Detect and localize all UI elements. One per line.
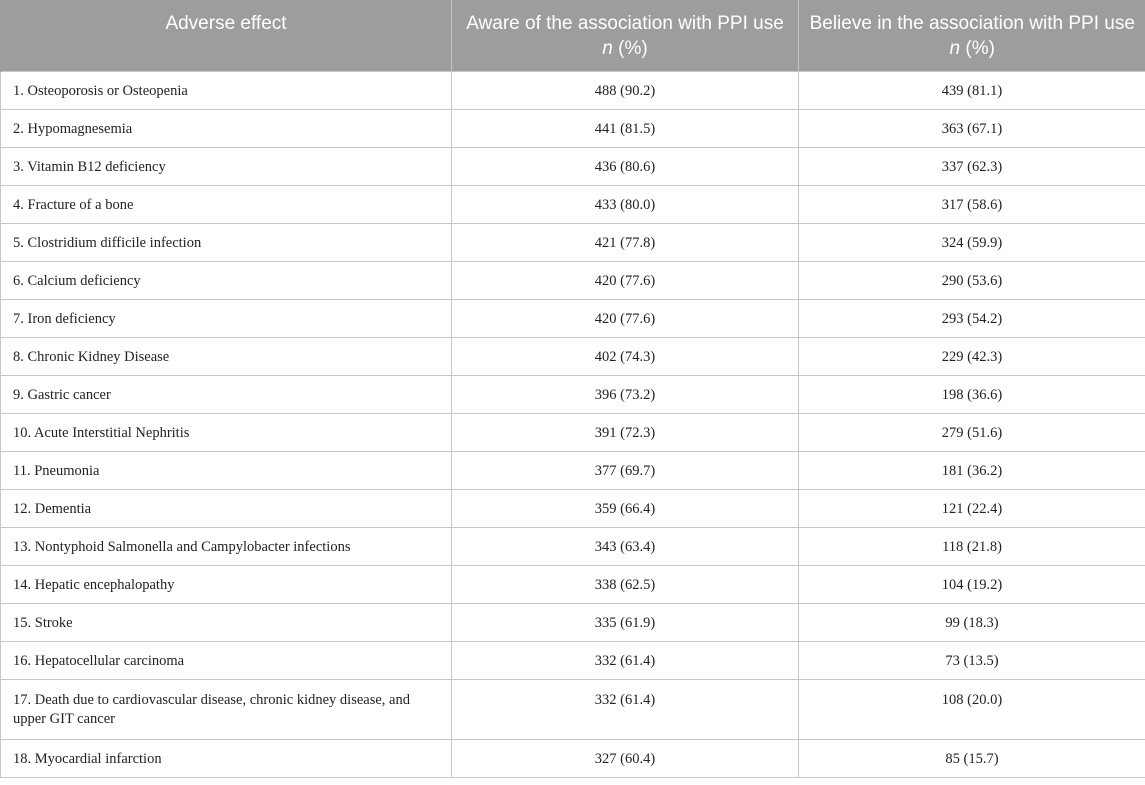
- cell-aware: 433 (80.0): [452, 185, 799, 223]
- table-row: [1, 375, 1145, 413]
- cell-adverse-effect: 17. Death due to cardiovascular disease, chronic kidney disease, and upper GIT cancer: [1, 679, 452, 739]
- table-row: [1, 527, 1145, 565]
- header-aware: [452, 0, 799, 71]
- cell-believe: 99 (18.3): [799, 603, 1145, 641]
- cell-adverse-effect: 11. Pneumonia: [1, 451, 452, 489]
- cell-adverse-effect: 4. Fracture of a bone: [1, 185, 452, 223]
- cell-believe: 198 (36.6): [799, 375, 1145, 413]
- cell-believe: 290 (53.6): [799, 261, 1145, 299]
- cell-adverse-effect: 12. Dementia: [1, 489, 452, 527]
- cell-believe: 121 (22.4): [799, 489, 1145, 527]
- cell-aware: 359 (66.4): [452, 489, 799, 527]
- header-text: Adverse effect: [165, 13, 287, 34]
- cell-aware: 420 (77.6): [452, 261, 799, 299]
- cell-believe: 279 (51.6): [799, 413, 1145, 451]
- cell-believe: 85 (15.7): [799, 739, 1145, 777]
- cell-aware: 436 (80.6): [452, 147, 799, 185]
- table-row: [1, 337, 1145, 375]
- cell-aware: 335 (61.9): [452, 603, 799, 641]
- header-believe: [799, 0, 1145, 71]
- cell-believe: 439 (81.1): [799, 71, 1145, 109]
- cell-believe: 108 (20.0): [799, 679, 1145, 739]
- cell-aware: 441 (81.5): [452, 109, 799, 147]
- cell-believe: 317 (58.6): [799, 185, 1145, 223]
- table-row: [1, 603, 1145, 641]
- table-row: [1, 489, 1145, 527]
- cell-adverse-effect: 14. Hepatic encephalopathy: [1, 565, 452, 603]
- cell-aware: 402 (74.3): [452, 337, 799, 375]
- table-body: [1, 71, 1145, 777]
- cell-believe: 104 (19.2): [799, 565, 1145, 603]
- header-text: Aware of the association with PPI use: [466, 13, 784, 34]
- cell-adverse-effect: 6. Calcium deficiency: [1, 261, 452, 299]
- cell-adverse-effect: 10. Acute Interstitial Nephritis: [1, 413, 452, 451]
- cell-aware: 332 (61.4): [452, 641, 799, 679]
- table-row: [1, 71, 1145, 109]
- cell-aware: 327 (60.4): [452, 739, 799, 777]
- header-italic: n: [602, 38, 613, 59]
- cell-aware: 377 (69.7): [452, 451, 799, 489]
- cell-aware: 421 (77.8): [452, 223, 799, 261]
- cell-aware: 396 (73.2): [452, 375, 799, 413]
- table-row: [1, 451, 1145, 489]
- cell-adverse-effect: 3. Vitamin B12 deficiency: [1, 147, 452, 185]
- table-row: [1, 565, 1145, 603]
- table-row: [1, 223, 1145, 261]
- table-row: [1, 109, 1145, 147]
- table-row: [1, 261, 1145, 299]
- table-row: [1, 147, 1145, 185]
- cell-adverse-effect: 8. Chronic Kidney Disease: [1, 337, 452, 375]
- cell-adverse-effect: 5. Clostridium difficile infection: [1, 223, 452, 261]
- table-row: [1, 641, 1145, 679]
- cell-believe: 293 (54.2): [799, 299, 1145, 337]
- table-row: [1, 413, 1145, 451]
- cell-adverse-effect: 13. Nontyphoid Salmonella and Campylobacter infections: [1, 527, 452, 565]
- header-text: Believe in the association with PPI use: [809, 13, 1135, 34]
- table-row: [1, 299, 1145, 337]
- cell-adverse-effect: 7. Iron deficiency: [1, 299, 452, 337]
- header-italic: n: [949, 38, 961, 59]
- cell-believe: 181 (36.2): [799, 451, 1145, 489]
- cell-adverse-effect: 16. Hepatocellular carcinoma: [1, 641, 452, 679]
- cell-aware: 338 (62.5): [452, 565, 799, 603]
- table-row: [1, 739, 1145, 777]
- table-row: [1, 679, 1145, 739]
- cell-adverse-effect: 1. Osteoporosis or Osteopenia: [1, 71, 452, 109]
- header-suffix: (%): [612, 38, 648, 59]
- cell-believe: 118 (21.8): [799, 527, 1145, 565]
- cell-believe: 229 (42.3): [799, 337, 1145, 375]
- cell-adverse-effect: 18. Myocardial infarction: [1, 739, 452, 777]
- header-row: [1, 0, 1145, 71]
- cell-aware: 343 (63.4): [452, 527, 799, 565]
- cell-believe: 337 (62.3): [799, 147, 1145, 185]
- cell-aware: 332 (61.4): [452, 679, 799, 739]
- cell-believe: 363 (67.1): [799, 109, 1145, 147]
- cell-aware: 488 (90.2): [452, 71, 799, 109]
- header-adverse-effect: [1, 0, 452, 71]
- cell-adverse-effect: 2. Hypomagnesemia: [1, 109, 452, 147]
- table-header: [1, 0, 1145, 71]
- cell-adverse-effect: 9. Gastric cancer: [1, 375, 452, 413]
- header-suffix: (%): [960, 38, 995, 59]
- cell-aware: 391 (72.3): [452, 413, 799, 451]
- cell-believe: 324 (59.9): [799, 223, 1145, 261]
- table-row: [1, 185, 1145, 223]
- cell-adverse-effect: 15. Stroke: [1, 603, 452, 641]
- cell-believe: 73 (13.5): [799, 641, 1145, 679]
- cell-aware: 420 (77.6): [452, 299, 799, 337]
